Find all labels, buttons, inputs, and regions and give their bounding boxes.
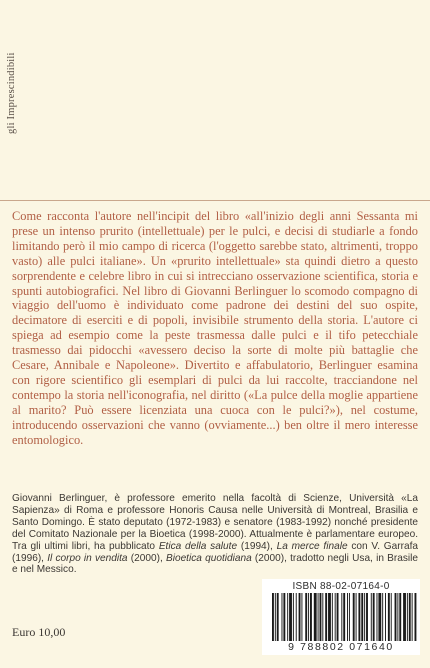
book-title-3: Il corpo in vendita bbox=[47, 552, 128, 564]
series-title: gli Imprescindibili bbox=[6, 52, 17, 134]
barcode-bars bbox=[270, 593, 418, 641]
book-title-1: Etica della salute bbox=[158, 540, 238, 552]
bio-text: (1994), bbox=[237, 540, 277, 552]
bio-text: (2000), tradotto negli Usa, in Brasile e nel Messico. bbox=[12, 552, 418, 576]
divider-line bbox=[0, 200, 430, 201]
book-title-4: Bioetica quotidiana bbox=[165, 552, 252, 564]
ean-number: 9 788802 071640 bbox=[288, 641, 394, 653]
bio-text: con V. Garrafa (1996), bbox=[12, 540, 418, 564]
price: Euro 10,00 bbox=[12, 625, 66, 639]
book-blurb: Come racconta l'autore nell'incipit del libro «all'inizio degli anni Sessanta mi prese un intenso prurito (intellettuale) per le pulci, e decisi di studiarle a fondo limitando però il mio campo di ricerca (l'oggetto sarebbe stato, altrimenti, troppo vasto) alle pulci italiane». Un «prurito intellettuale» sta quindi dietro a questo sorprendente e celebre libro in cui si intrecciano osservazione scientifica, storia e spunti autobiografici. Nel libro di Giovanni Berlinguer lo scomodo compagno di viaggio dell'uomo è individuato come padrone dei destini del suo ospite, decimatore di eserciti e di popoli, invisibile strumento della storia. L'autore ci spiega ad esempio come la peste trasmessa dalle pulci e il tifo petecchiale trasmesso dai pidocchi «avessero deciso la sorte di molte più battaglie che Cesare, Annibale e Napoleone». Divertito e affabulatorio, Berlinguer esamina con rigore scientifico gli esemplari di pulci da lui raccolte, tracciandone nel contempo la storia nell'iconografia, nel diritto («La pulce della moglie appartiene al marito? Può essere licenziata una cuoca con le pulci?»), nel costume, introducendo osservazioni che vanno (ovviamente...) ben oltre il mero interesse entomologico. bbox=[12, 209, 418, 447]
barcode bbox=[262, 579, 420, 655]
author-bio bbox=[12, 493, 418, 576]
bio-text: (2000), bbox=[127, 552, 166, 564]
isbn-label: ISBN 88-02-07164-0 bbox=[292, 581, 390, 592]
book-title-2: La merce finale bbox=[276, 540, 348, 552]
bio-text: Giovanni Berlinguer, è professore emerito nella facoltà di Scienze, Università «La Sapienza» di Roma e professore Honoris Causa nelle Università di Montreal, Brasilia e Santo Domingo. È stato deputato (1972-1983) e senatore (1983-1992) nonché presidente del Comitato Nazionale per la Bioetica (1998-2000). Attualmente è parlamentare europeo. Tra gli ultimi libri, ha pubblicato bbox=[12, 493, 418, 552]
